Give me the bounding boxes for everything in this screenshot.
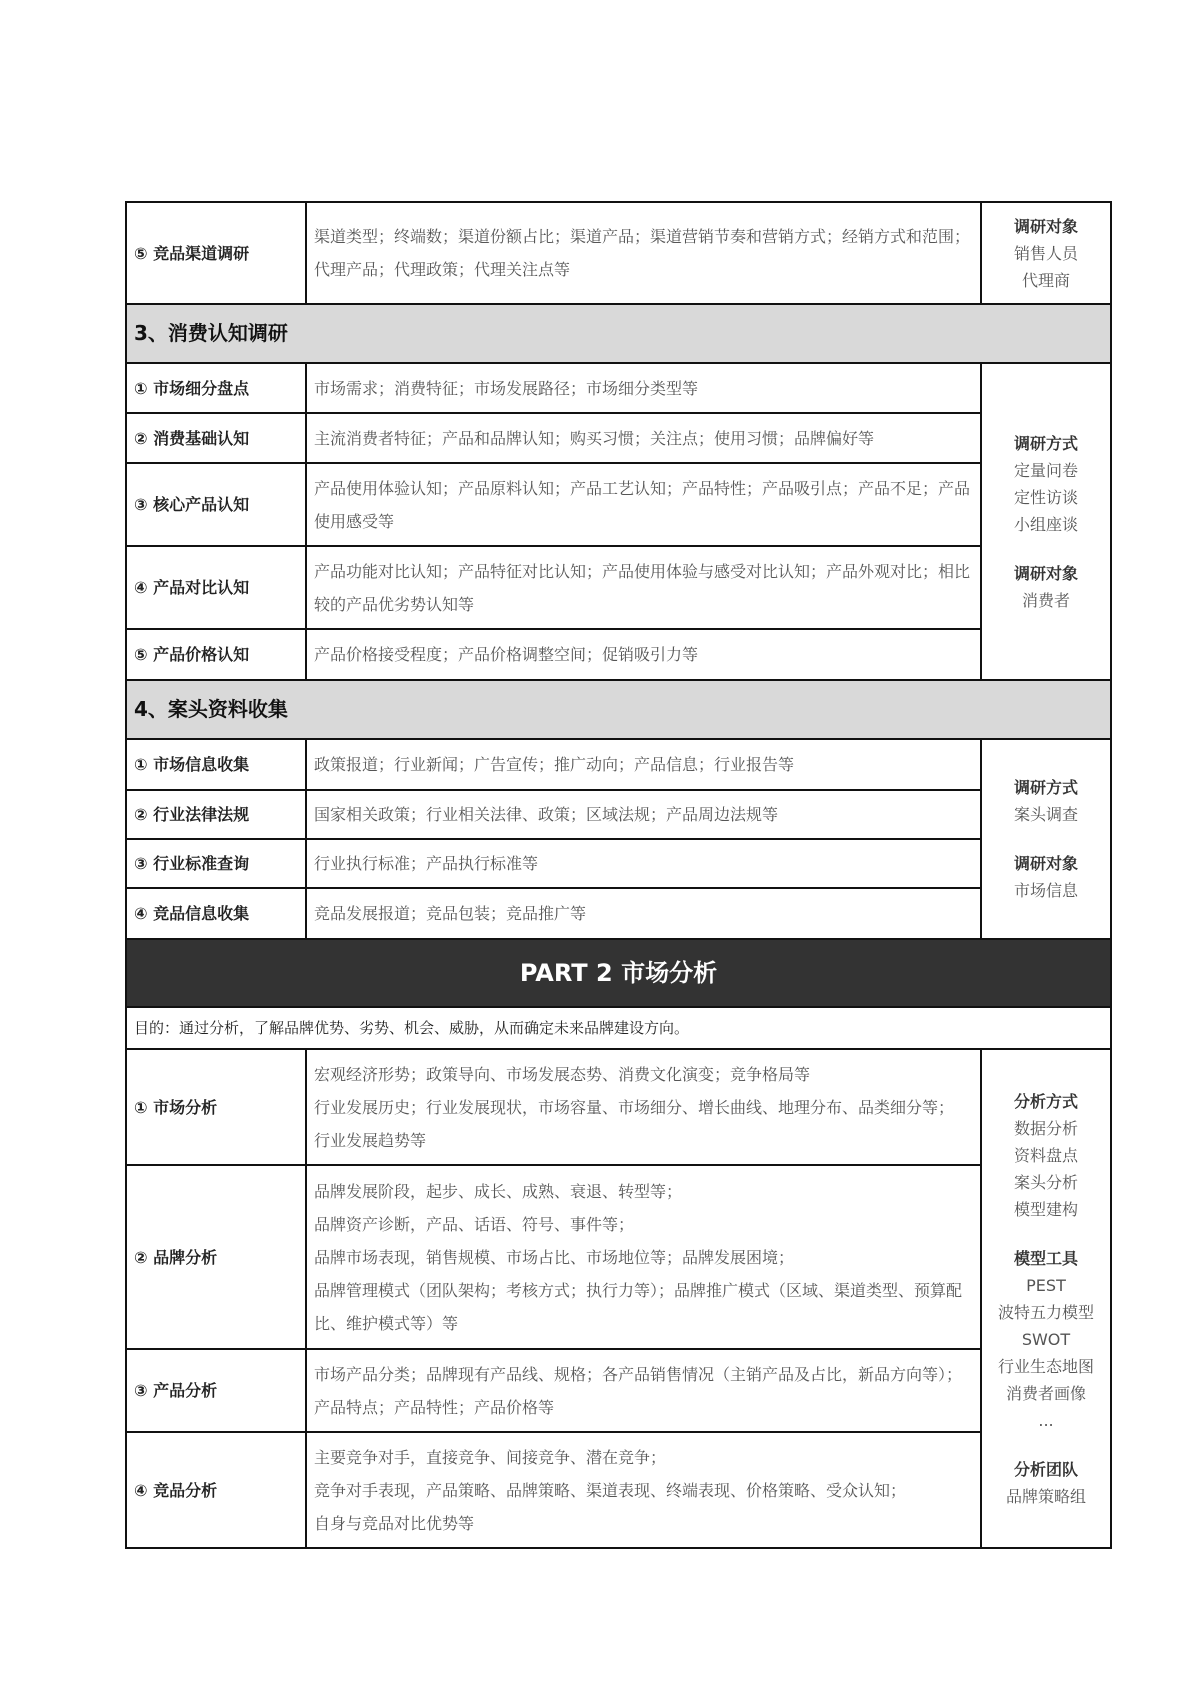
- side-item: SWOT: [1021, 1329, 1071, 1349]
- row-content: [306, 1165, 981, 1349]
- side-item: 消费者: [1021, 590, 1070, 610]
- side-heading: 调研对象: [1013, 563, 1078, 583]
- row-content: 市场需求；消费特征；市场发展路径；市场细分类型等: [306, 363, 981, 413]
- side-heading: 分析团队: [1013, 1459, 1078, 1479]
- side-item: 模型建构: [1013, 1199, 1078, 1219]
- side-item: 市场信息: [1013, 881, 1078, 900]
- side-item: 案头调查: [1013, 805, 1078, 824]
- side-heading: 模型工具: [1013, 1248, 1078, 1268]
- purpose-row: [126, 1007, 1111, 1049]
- purpose-text: 目的：通过分析，了解品牌优势、劣势、机会、威胁，从而确定未来品牌建设方向。: [126, 1007, 1111, 1049]
- row-label: ③ 行业标准查询: [126, 839, 306, 888]
- side-item: 消费者画像: [1005, 1383, 1086, 1403]
- table-row: [126, 790, 1111, 839]
- side-heading: 调研方式: [1013, 433, 1078, 453]
- row-label: ④ 竞品信息收集: [126, 888, 306, 939]
- row-label: ② 行业法律法规: [126, 790, 306, 839]
- side-heading: 调研方式: [1013, 778, 1078, 797]
- row-content: [306, 1049, 981, 1165]
- research-plan-table: [125, 201, 1112, 1549]
- section-header: [126, 680, 1111, 739]
- row-label: ④ 竞品分析: [126, 1432, 306, 1548]
- row-label: ④ 产品对比认知: [126, 546, 306, 629]
- side-item: PEST: [1026, 1275, 1066, 1295]
- row-label: ③ 产品分析: [126, 1349, 306, 1432]
- row-label: ⑤ 竞品渠道调研: [126, 202, 306, 304]
- row-label: ① 市场细分盘点: [126, 363, 306, 413]
- row-content: 国家相关政策；行业相关法律、政策；区域法规；产品周边法规等: [306, 790, 981, 839]
- side-item: 资料盘点: [1013, 1145, 1078, 1165]
- table-row: [126, 888, 1111, 939]
- side-note: [981, 739, 1111, 939]
- side-note: [981, 1049, 1111, 1548]
- table-row: [126, 363, 1111, 413]
- side-item: ...: [1038, 1410, 1054, 1430]
- row-content: 政策报道；行业新闻；广告宣传；推广动向；产品信息；行业报告等: [306, 739, 981, 790]
- content-line: 主要竞争对手，直接竞争、间接竞争、潜在竞争；: [314, 1447, 667, 1467]
- content-line: 宏观经济形势；政策导向、市场发展态势、消费文化演变；竞争格局等: [314, 1064, 811, 1084]
- part-header: [126, 939, 1111, 1007]
- table-row: [126, 739, 1111, 790]
- row-label: ② 消费基础认知: [126, 413, 306, 463]
- table-row: [126, 629, 1111, 680]
- row-content: 主流消费者特征；产品和品牌认知；购买习惯；关注点；使用习惯；品牌偏好等: [306, 413, 981, 463]
- side-item: 波特五力模型: [997, 1302, 1094, 1322]
- row-content: 产品功能对比认知；产品特征对比认知；产品使用体验与感受对比认知；产品外观对比；相比较的产品优劣势认知等: [306, 546, 981, 629]
- side-item: 行业生态地图: [997, 1356, 1094, 1376]
- section-title: 3、消费认知调研: [126, 304, 1111, 363]
- table-row: [126, 1165, 1111, 1349]
- row-content: 产品使用体验认知；产品原料认知；产品工艺认知；产品特性；产品吸引点；产品不足；产品使用感受等: [306, 463, 981, 546]
- table-row: [126, 1349, 1111, 1432]
- side-item: 定性访谈: [1013, 487, 1078, 507]
- row-content: 竞品发展报道；竞品包装；竞品推广等: [306, 888, 981, 939]
- content-line: 品牌市场表现，销售规模、市场占比、市场地位等；品牌发展困境；: [314, 1247, 795, 1267]
- content-line: 品牌发展阶段，起步、成长、成熟、衰退、转型等；: [314, 1181, 683, 1201]
- content-line: 行业发展趋势等: [314, 1130, 427, 1150]
- side-item: 小组座谈: [1013, 514, 1078, 534]
- row-content: 渠道类型；终端数；渠道份额占比；渠道产品；渠道营销节奏和营销方式；经销方式和范围；代理产品；代理政策；代理关注点等: [306, 202, 981, 304]
- content-line: 品牌管理模式（团队架构；考核方式；执行力等）；品牌推广模式（区域、渠道类型、预算配比、维护模式等）等: [314, 1280, 963, 1333]
- side-item: 案头分析: [1013, 1172, 1078, 1192]
- table-row: [126, 839, 1111, 888]
- row-content: 行业执行标准；产品执行标准等: [306, 839, 981, 888]
- content-line: 市场产品分类；品牌现有产品线、规格；各产品销售情况（主销产品及占比，新品方向等）；产品特点；产品特性；产品价格等: [314, 1364, 963, 1417]
- side-item: 数据分析: [1013, 1118, 1078, 1138]
- table-row: [126, 546, 1111, 629]
- table-row: [126, 1049, 1111, 1165]
- side-item: 品牌策略组: [1005, 1486, 1086, 1506]
- row-label: ⑤ 产品价格认知: [126, 629, 306, 680]
- row-content: [306, 1349, 981, 1432]
- row-label: ① 市场信息收集: [126, 739, 306, 790]
- table-row: [126, 202, 1111, 304]
- table-row: [126, 1432, 1111, 1548]
- side-heading: 调研对象: [1013, 216, 1078, 236]
- row-label: ② 品牌分析: [126, 1165, 306, 1349]
- side-note: [981, 202, 1111, 304]
- section-header: [126, 304, 1111, 363]
- content-line: 自身与竞品对比优势等: [314, 1513, 475, 1533]
- side-note: [981, 363, 1111, 680]
- side-heading: 分析方式: [1013, 1091, 1078, 1111]
- content-line: 竞争对手表现，产品策略、品牌策略、渠道表现、终端表现、价格策略、受众认知；: [314, 1480, 907, 1500]
- row-content: [306, 1432, 981, 1548]
- side-item: 定量问卷: [1013, 460, 1078, 480]
- content-line: 品牌资产诊断，产品、话语、符号、事件等；: [314, 1214, 635, 1234]
- row-label: ① 市场分析: [126, 1049, 306, 1165]
- content-line: 行业发展历史；行业发展现状，市场容量、市场细分、增长曲线、地理分布、品类细分等；: [314, 1097, 955, 1117]
- row-content: 产品价格接受程度；产品价格调整空间；促销吸引力等: [306, 629, 981, 680]
- table-row: [126, 413, 1111, 463]
- part-title: PART 2 市场分析: [126, 939, 1111, 1007]
- side-heading: 调研对象: [1013, 854, 1078, 873]
- section-title: 4、案头资料收集: [126, 680, 1111, 739]
- row-label: ③ 核心产品认知: [126, 463, 306, 546]
- side-item: 销售人员: [1013, 243, 1078, 263]
- table-row: [126, 463, 1111, 546]
- side-item: 代理商: [1021, 270, 1070, 290]
